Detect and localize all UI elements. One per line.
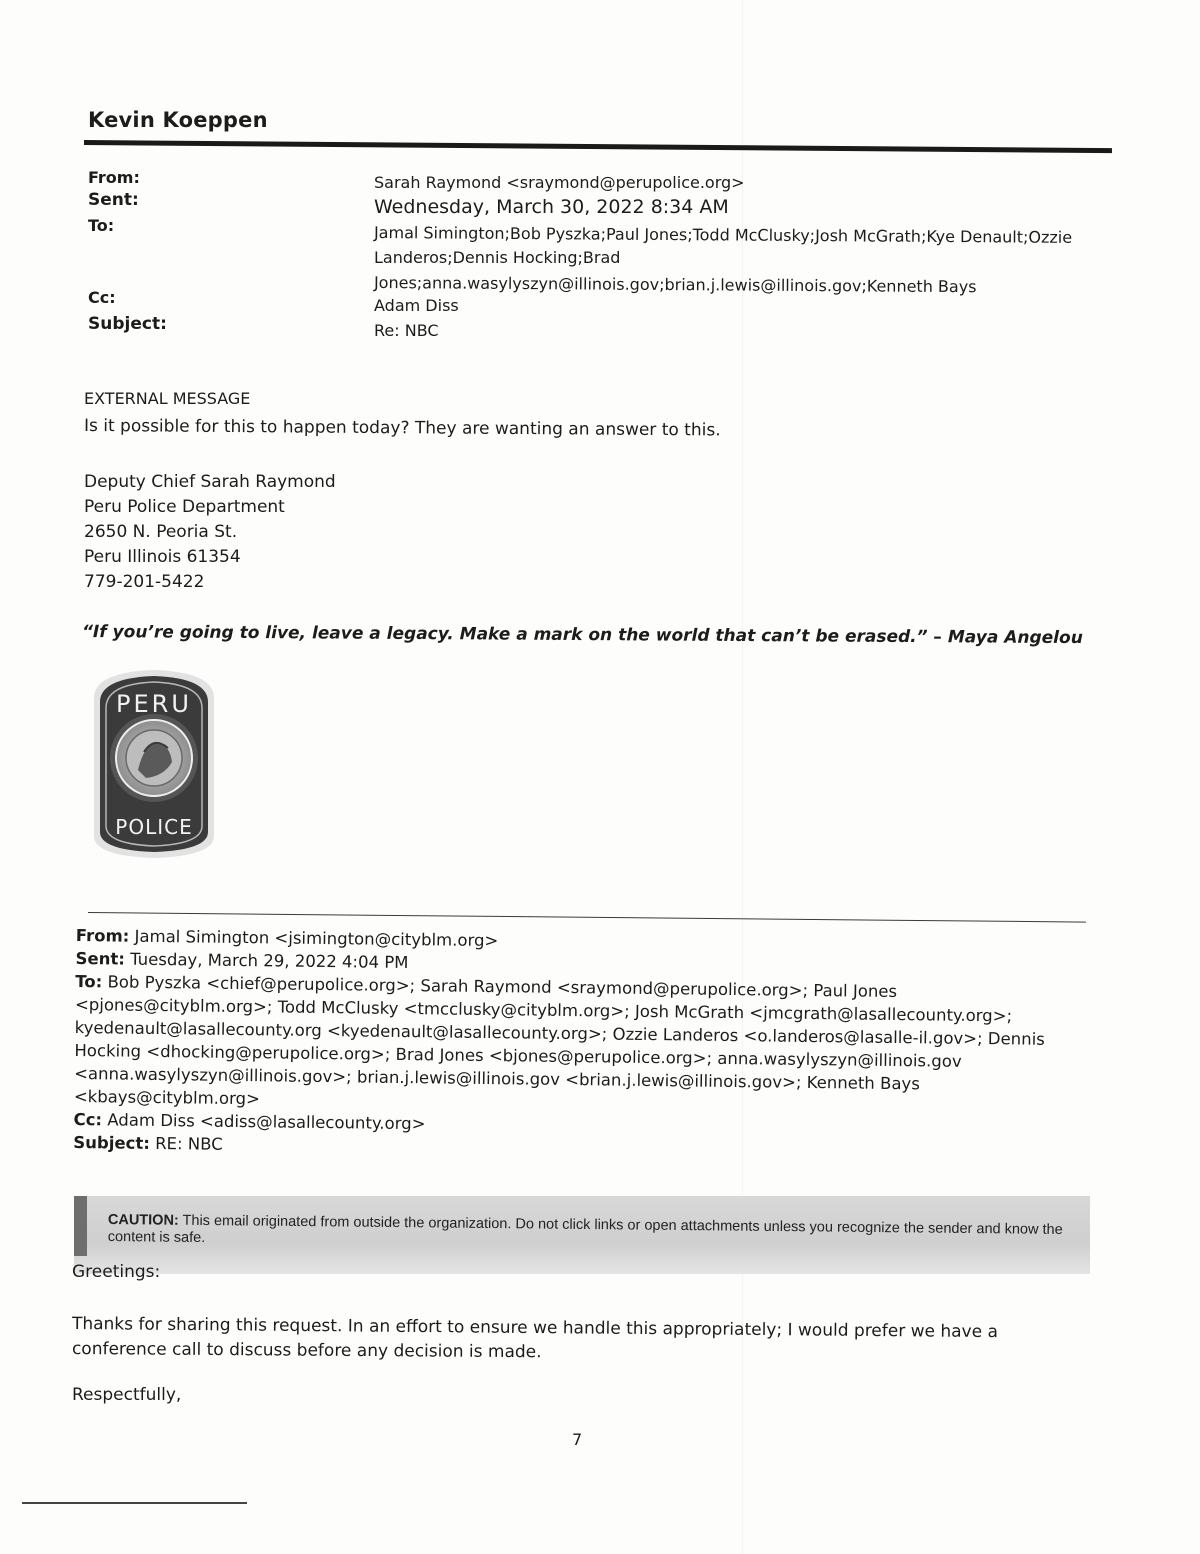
forwarded-subject-label: Subject: bbox=[73, 1132, 151, 1153]
forwarded-to-value: Bob Pyszka <chief@perupolice.org>; Sarah Raymond <sraymond@perupolice.org>; Paul Jones bbox=[107, 972, 898, 1002]
mailbox-owner-name: Kevin Koeppen bbox=[88, 108, 268, 132]
forwarded-to-line: <kbays@cityblm.org> bbox=[73, 1086, 260, 1109]
caution-accent-bar bbox=[74, 1196, 87, 1256]
caution-label: CAUTION: bbox=[107, 1212, 179, 1229]
signature-quote: “If you’re going to live, leave a legacy. Make a mark on the world that can’t be erased.” – Maya Angelou bbox=[81, 622, 1083, 649]
message-body: Is it possible for this to happen today? They are wanting an answer to this. bbox=[83, 416, 721, 441]
reply-body-line: conference call to discuss before any decision is made. bbox=[71, 1339, 542, 1363]
signature-line: Peru Police Department bbox=[84, 497, 285, 517]
sent-value: Wednesday, March 30, 2022 8:34 AM bbox=[374, 196, 729, 218]
signature-line: Deputy Chief Sarah Raymond bbox=[84, 472, 336, 492]
forwarded-to-line: kyedenault@lasallecounty.org <kyedenault@lasallecounty.org>; Ozzie Landeros <o.landeros@lasalle-il.gov>; Dennis bbox=[74, 1017, 1045, 1049]
forwarded-sent-value: Tuesday, March 29, 2022 4:04 PM bbox=[130, 949, 409, 973]
forwarded-to-label: To: bbox=[75, 971, 103, 992]
forwarded-to-line: <anna.wasylyszyn@illinois.gov>; brian.j.lewis@illinois.gov <brian.j.lewis@illinois.gov>; Kenneth Bays bbox=[74, 1063, 920, 1094]
badge-top-text: PERU bbox=[116, 690, 192, 718]
cc-label: Cc: bbox=[88, 288, 116, 307]
caution-banner bbox=[74, 1196, 1090, 1274]
forwarded-from-label: From: bbox=[75, 925, 130, 946]
to-value bbox=[373, 222, 1104, 297]
police-badge-logo bbox=[84, 666, 224, 862]
reply-closing: Respectfully, bbox=[72, 1385, 182, 1405]
forwarded-header bbox=[73, 924, 1076, 1166]
from-label: From: bbox=[88, 168, 140, 187]
to-line: Jamal Simington;Bob Pyszka;Paul Jones;Todd McClusky;Josh McGrath;Kye Denault;Ozzie bbox=[373, 223, 1073, 247]
forward-separator bbox=[88, 912, 1086, 923]
from-value: Sarah Raymond <sraymond@perupolice.org> bbox=[374, 173, 745, 192]
forwarded-from-value: Jamal Simington <jsimington@cityblm.org> bbox=[134, 926, 499, 951]
badge-bottom-text: POLICE bbox=[115, 815, 193, 839]
subject-label: Subject: bbox=[88, 314, 167, 334]
signature-line: 779-201-5422 bbox=[84, 572, 205, 592]
sent-label: Sent: bbox=[88, 190, 139, 210]
external-message-tag: EXTERNAL MESSAGE bbox=[84, 389, 251, 408]
caution-text bbox=[108, 1212, 1078, 1256]
forwarded-to-line: Hocking <dhocking@perupolice.org>; Brad Jones <bjones@perupolice.org>; anna.wasylyszyn@illinois.gov bbox=[74, 1040, 962, 1071]
forwarded-cc-value: Adam Diss <adiss@lasallecounty.org> bbox=[107, 1110, 426, 1134]
forwarded-subject-value: RE: NBC bbox=[155, 1133, 223, 1154]
caution-message: This email originated from outside the organization. Do not click links or open attachments unless you recognize the sender and know the content is safe. bbox=[107, 1212, 1063, 1247]
cc-value: Adam Diss bbox=[374, 296, 459, 315]
to-label: To: bbox=[88, 216, 115, 235]
page-number: 7 bbox=[572, 1430, 583, 1449]
owner-divider bbox=[84, 140, 1112, 153]
forwarded-sent-label: Sent: bbox=[75, 948, 126, 969]
subject-value: Re: NBC bbox=[374, 321, 439, 340]
signature-line: Peru Illinois 61354 bbox=[84, 547, 241, 567]
to-line: Landeros;Dennis Hocking;Brad bbox=[374, 248, 621, 267]
to-line: Jones;anna.wasylyszyn@illinois.gov;brian.j.lewis@illinois.gov;Kenneth Bays bbox=[373, 273, 977, 297]
reply-greeting: Greetings: bbox=[72, 1262, 161, 1282]
forwarded-to-line: <pjones@cityblm.org>; Todd McClusky <tmcclusky@cityblm.org>; Josh McGrath <jmcgrath@lasallecounty.org>; bbox=[74, 994, 1013, 1026]
forwarded-cc-label: Cc: bbox=[73, 1109, 103, 1130]
signature-line: 2650 N. Peoria St. bbox=[84, 522, 238, 542]
footer-rule bbox=[22, 1502, 247, 1504]
reply-body-line: Thanks for sharing this request. In an effort to ensure we handle this appropriately; I would prefer we have a bbox=[71, 1314, 999, 1343]
